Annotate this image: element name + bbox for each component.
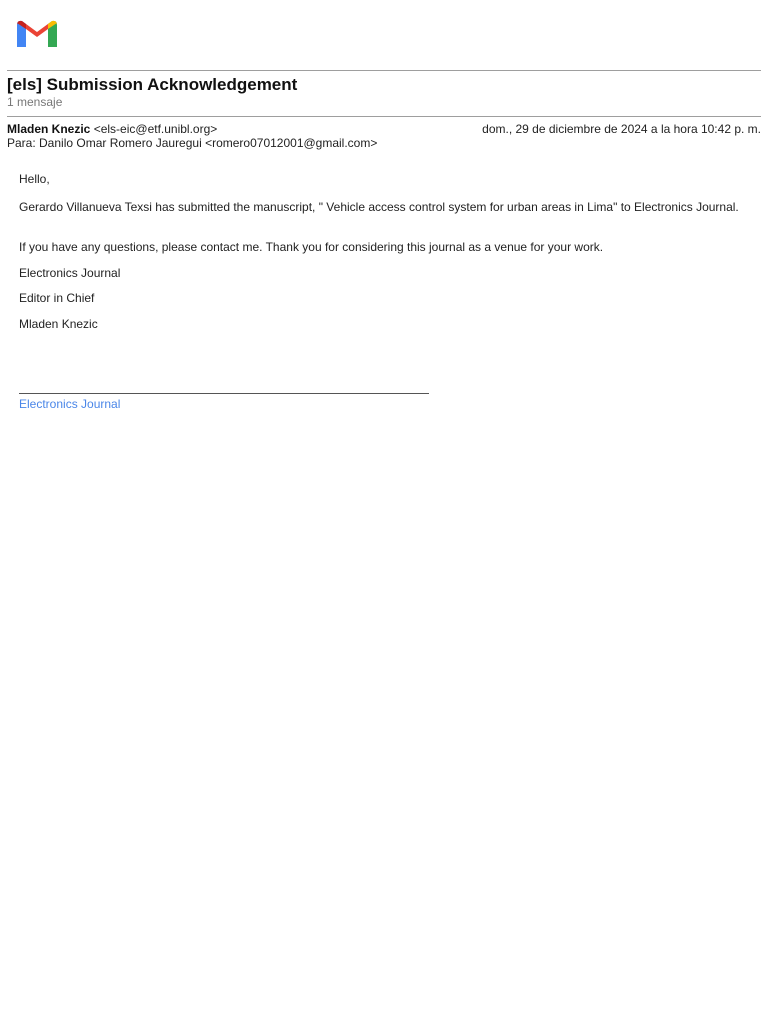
body-manuscript-paragraph: Gerardo Villanueva Texsi has submitted the manuscript, " Vehicle access control system for urban areas in Lima" to Electronics Journal. [19,200,739,214]
email-subject: [els] Submission Acknowledgement [7,75,298,94]
gmail-logo-red [22,21,52,37]
gmail-logo-icon [15,17,59,50]
sender-line [7,122,217,136]
sender-name: Mladen Knezic [7,122,91,136]
body-signature-name: Mladen Knezic [19,317,98,331]
body-editor-role: Editor in Chief [19,291,95,305]
subject-divider [7,116,761,117]
email-date: dom., 29 de diciembre de 2024 a la hora 10:42 p. m. [482,122,761,136]
body-journal-name: Electronics Journal [19,266,121,280]
recipient-line: Para: Danilo Omar Romero Jauregui <romero07012001@gmail.com> [7,136,378,150]
body-questions-paragraph: If you have any questions, please contact me. Thank you for considering this journal as a venue for your work. [19,240,604,254]
signature-divider [19,393,429,394]
sender-email: <els-eic@etf.unibl.org> [93,122,218,136]
gmail-logo-svg [15,17,59,50]
electronics-journal-link[interactable]: Electronics Journal [19,397,121,411]
message-count: 1 mensaje [7,95,63,109]
header-divider [7,70,761,71]
body-greeting: Hello, [19,172,50,186]
